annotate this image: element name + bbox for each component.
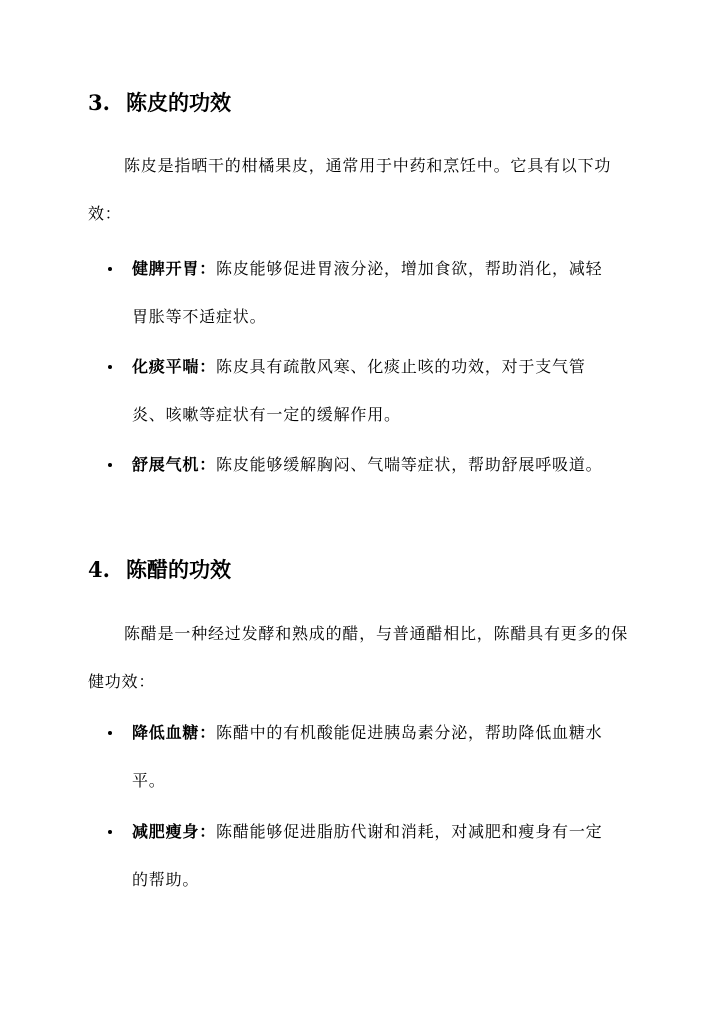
section-heading-3 [88,91,231,115]
list-item-description: 陈皮能够缓解胸闷、气喘等症状，帮助舒展呼吸道。 [216,455,603,474]
section-number: 4. [88,557,110,582]
list-item-text [132,343,618,439]
list-item-term: 降低血糖： [132,723,217,742]
list-item [108,808,618,904]
list-item-term: 化痰平喘： [132,357,217,376]
section-title: 陈醋的功效 [126,557,231,582]
list-item-description: 陈醋中的有机酸能促进胰岛素分泌，帮助降低血糖水平。 [132,723,603,790]
list-item-text [132,709,618,805]
bullet-icon [108,365,112,369]
section-intro-paragraph: 陈皮是指晒干的柑橘果皮，通常用于中药和烹饪中。它具有以下功效： [88,156,612,223]
list-item [108,709,618,805]
list-item [108,441,618,489]
bullet-icon [108,463,112,467]
section-intro-paragraph: 陈醋是一种经过发酵和熟成的醋，与普通醋相比，陈醋具有更多的保健功效： [88,624,629,691]
list-item [108,343,618,439]
list-item-description: 陈皮具有疏散风寒、化痰止咳的功效，对于支气管炎、咳嗽等症状有一定的缓解作用。 [132,357,586,424]
list-item-description: 陈皮能够促进胃液分泌，增加食欲，帮助消化，减轻胃胀等不适症状。 [132,259,603,326]
list-item-text [132,245,618,341]
list-item-text [132,441,618,489]
list-item-text [132,808,618,904]
list-item-term: 减肥瘦身： [132,822,217,841]
section-title: 陈皮的功效 [126,90,231,115]
list-item-description: 陈醋能够促进脂肪代谢和消耗，对减肥和瘦身有一定的帮助。 [132,822,603,889]
section-number: 3. [88,90,110,115]
bullet-icon [108,267,112,271]
list-item [108,245,618,341]
bullet-icon [108,731,112,735]
list-item-term: 舒展气机： [132,455,217,474]
bullet-icon [108,830,112,834]
section-heading-4 [88,558,231,582]
list-item-term: 健脾开胃： [132,259,217,278]
